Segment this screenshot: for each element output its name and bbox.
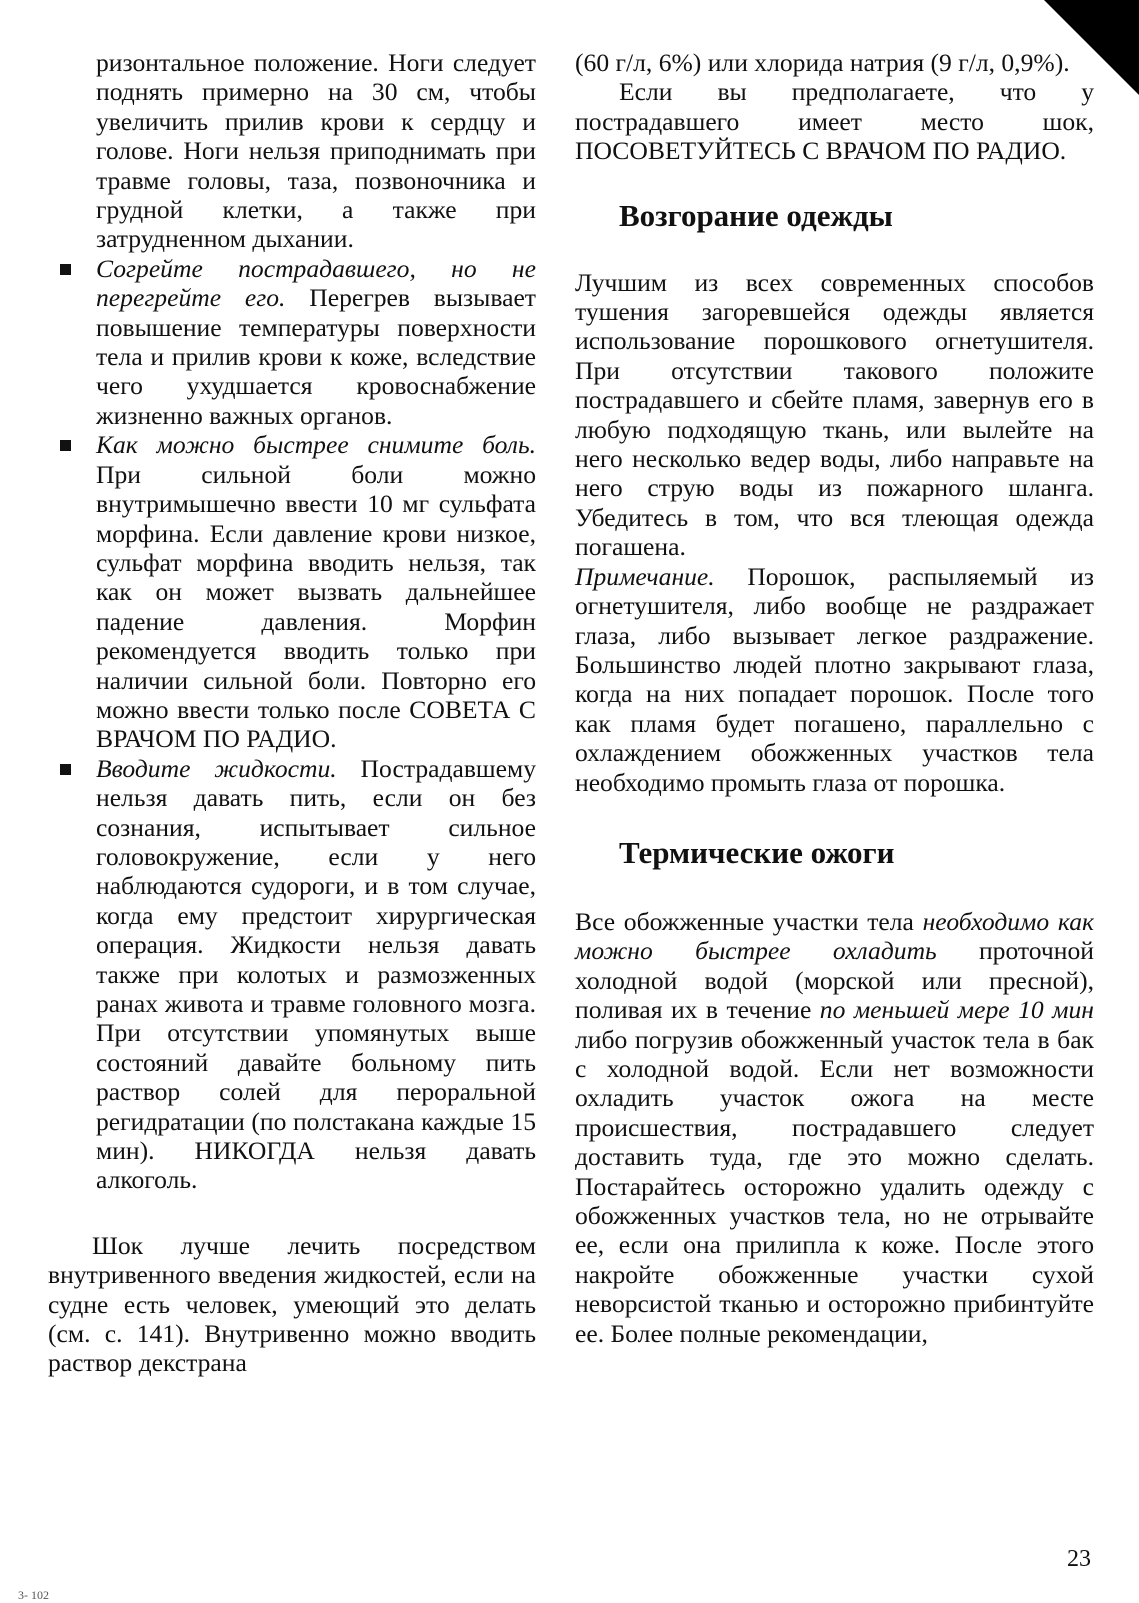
note-label: Примечание. (575, 561, 715, 591)
bullet-text: При сильной боли можно внутримышечно ввести 10 мг сульфата морфина. Если давление крови низкое, сульфат морфина вводить нельзя, так как он может вызвать дальнейшее падение давления. Морфин рекомендуется вводить только при наличии сильной боли. Повторно его можно ввести только после СОВЕТА С ВРАЧОМ ПО РАДИО. (96, 459, 536, 754)
note-paragraph (575, 562, 1094, 797)
margin-mark: 3- 102 (18, 1588, 49, 1602)
burns-text-1: Все обожженные участки тела (575, 906, 923, 936)
burns-emphasis-2: по меньшей мере 10 мин (819, 995, 1094, 1025)
bullet-item-pain (96, 430, 536, 753)
shock-note-paragraph: Если вы предполагаете, что у пострадавшего имеет место шок, ПОСОВЕТУЙТЕСЬ С ВРАЧОМ ПО РАДИО. (575, 77, 1094, 166)
square-bullet-icon (60, 440, 71, 451)
square-bullet-icon (60, 264, 71, 275)
intro-paragraph: ризонтальное положение. Ноги следует поднять примерно на 30 см, чтобы увеличить прилив крови к сердцу и голове. Ноги нельзя приподнимать при травме головы, таза, позвоночника и грудной клетки, а также при затрудненном дыхании. (96, 48, 536, 254)
bullet-text: Пострадавшему нельзя давать пить, если он без сознания, испытывает сильное головокружение, если у него наблюдаются судороги, и в том случае, когда ему предстоит хирургическая операция. Жидкости нельзя давать также при колотых и размозженных ранах живота и травме головного мозга. При отсутствии упомянутых выше состояний давайте больному пить раствор солей для пероральной регидратации (по полстакана каждые 15 мин). НИКОГДА нельзя давать алкоголь. (96, 753, 536, 1195)
bullet-lead: Согрейте пострадавшего, но не перегрейте его. (96, 253, 536, 313)
left-column (48, 48, 536, 1378)
bullet-item-warm (96, 254, 536, 430)
clothing-fire-paragraph: Лучшим из всех современных способов тушения загоревшейся одежды является использование порошкового огнетушителя. При отсутствии такового положите пострадавшего и сбейте пламя, завернув его в любую подходящую ткань, или вылейте на него несколько ведер воды, либо направьте на него струю воды из пожарного шланга. Убедитесь в том, что вся тлеющая одежда погашена. (575, 267, 1094, 562)
bullet-item-fluids (96, 754, 536, 1195)
page-number: 23 (1067, 1546, 1091, 1572)
continued-paragraph: (60 г/л, 6%) или хлорида натрия (9 г/л, 0,9%). (575, 48, 1070, 77)
bullet-list (48, 254, 536, 1195)
section-heading-clothing-fire: Возгорание одежды (619, 197, 893, 233)
burns-text-3: либо погрузив обожженный участок тела в бак с холодной водой. Если нет возможности охладить участок ожога на месте происшествия, пострадавшего следует доставить туда, где это можно сделать. Постарайтесь осторожно удалить одежду с обожженных участков тела, но не отрывайте ее, если она прилипла к коже. После этого накройте обожженные участки сухой неворсистой тканью и осторожно прибинтуйте ее. Более полные рекомендации, (575, 1024, 1094, 1348)
bullet-lead: Вводите жидкости. (96, 753, 337, 783)
burns-emphasis-1: необходимо как можно быстрее охладить (575, 906, 1094, 966)
bullet-text: Перегрев вызывает повышение температуры поверхности тела и прилив крови к коже, вследствие чего ухудшается кровоснабжение жизненно важных органов. (96, 283, 536, 430)
shock-treatment-paragraph: Шок лучше лечить посредством внутривенного введения жидкостей, если на судне есть человек, умеющий это делать (см. с. 141). Внутривенно можно вводить раствор декстрана (48, 1230, 536, 1378)
right-column (575, 48, 1094, 1348)
thermal-burns-paragraph (575, 907, 1094, 1348)
burns-text-2: проточной холодной водой (морской или пресной), поливая их в течение (575, 936, 1094, 1025)
section-heading-thermal-burns: Термические ожоги (619, 834, 895, 870)
note-text: Порошок, распыляемый из огнетушителя, либо вообще не раздражает глаза, либо вызывает легкое раздражение. Большинство людей плотно закрывают глаза, когда на них попадает порошок. После того как пламя будет погашено, параллельно с охлаждением обожженных участков тела необходимо промыть глаза от порошка. (575, 561, 1094, 797)
bullet-lead: Как можно быстрее снимите боль. (96, 430, 536, 460)
square-bullet-icon (60, 764, 71, 775)
